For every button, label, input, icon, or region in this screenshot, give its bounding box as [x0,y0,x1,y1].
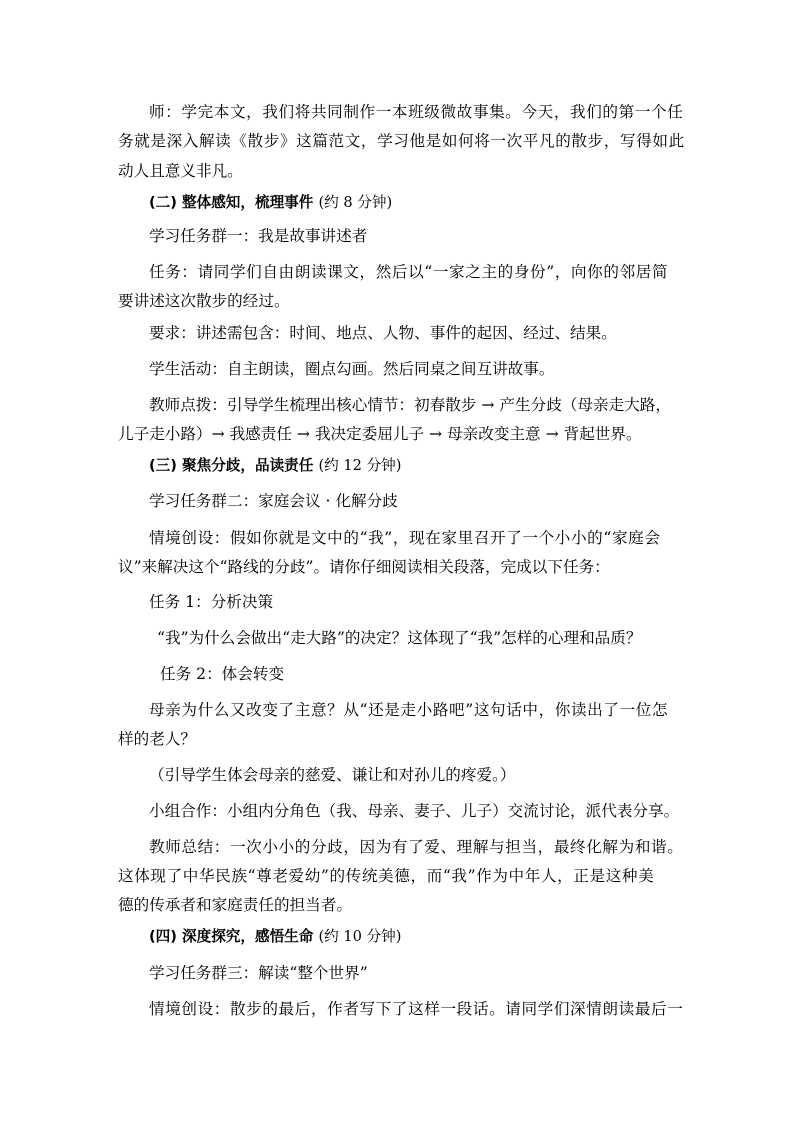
paragraph-line: 要求：讲述需包含：时间、地点、人物、事件的起因、经过、结果。 [149,324,617,342]
section-heading-time: (约 8 分钟) [318,194,393,211]
task-group-title: 学习任务群一：我是故事讲述者 [149,227,368,245]
paragraph-line: 小组合作：小组内分角色（我、母亲、妻子、儿子）交流讨论，派代表分享。 [149,802,680,820]
paragraph-line: 德的传承者和家庭责任的担当者。 [118,896,352,914]
paragraph-line: 学生活动：自主朗读，圈点勾画。然后同桌之间互讲故事。 [149,360,555,378]
task-group-title: 学习任务群三：解读“整个世界” [149,964,368,982]
section-heading [149,456,401,476]
paragraph-line: 这体现了中华民族“尊老爱幼”的传统美德，而“我”作为中年人，正是这种美 [118,867,655,885]
paragraph-line: 动人且意义非凡。 [118,162,243,180]
note-line: （引导学生体会母亲的慈爱、谦让和对孙儿的疼爱。） [149,766,516,784]
section-heading [149,927,401,947]
task-label: 任务 1：分析决策 [149,593,274,611]
paragraph-line: 教师点拨：引导学生梳理出核心情节：初春散步 → 产生分歧（母亲走大路， [149,396,671,414]
section-heading-title: (二) 整体感知，梳理事件 [149,194,314,211]
question: “我”为什么会做出“走大路”的决定？这体现了“我”怎样的心理和品质？ [157,629,642,647]
section-heading [149,193,392,213]
paragraph-line: 教师总结：一次小小的分歧，因为有了爱、理解与担当，最终化解为和谐。 [149,838,684,856]
paragraph-line: 样的老人？ [118,730,196,748]
paragraph-line: 儿子走小路）→ 我感责任 → 我决定委屈儿子 → 母亲改变主意 → 背起世界。 [118,425,642,443]
paragraph-line: 任务：请同学们自由朗读课文，然后以“一家之主的身份”，向你的邻居简 [149,263,669,281]
paragraph-line: 母亲为什么又改变了主意？从“还是走小路吧”这句话中，你读出了一位怎 [149,701,669,719]
paragraph-line: 要讲述这次散步的经过。 [118,292,290,310]
section-heading-time: (约 10 分钟) [318,928,402,945]
paragraph-line: 情境创设：散步的最后，作者写下了这样一段话。请同学们深情朗读最后一 [149,1000,684,1018]
paragraph-line: 务就是深入解读《散步》这篇范文，学习他是如何将一次平凡的散步，写得如此 [118,132,685,150]
paragraph-line: 师：学完本文，我们将共同制作一本班级微故事集。今天，我们的第一个任 [149,103,684,121]
task-group-title: 学习任务群二：家庭会议 · 化解分歧 [149,492,398,510]
section-heading-title: (三) 聚焦分歧，品读责任 [149,457,314,474]
section-heading-title: (四) 深度探究，感悟生命 [149,928,314,945]
paragraph-line: 情境创设：假如你就是文中的“我”，现在家里召开了一个小小的“家庭会 [149,529,661,547]
paragraph-line: 议”来解决这个“路线的分歧”。请你仔细阅读相关段落，完成以下任务： [118,558,610,576]
section-heading-time: (约 12 分钟) [318,457,402,474]
task-label: 任务 2：体会转变 [160,665,285,683]
